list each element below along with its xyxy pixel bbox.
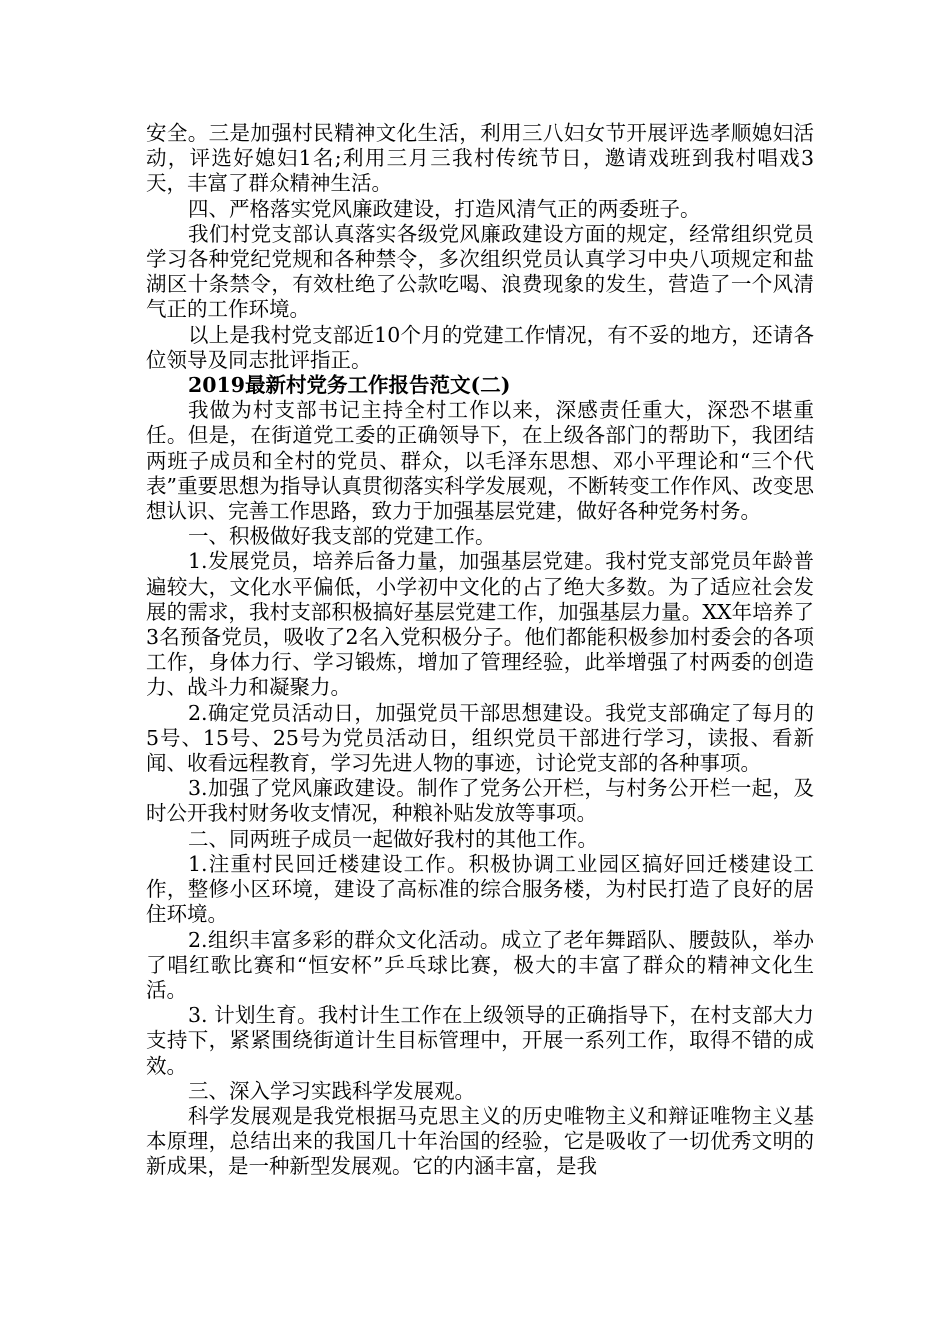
paragraph: 安全。三是加强村民精神文化生活，利用三八妇女节开展评选孝顺媳妇活动，评选好媳妇1名;利用三月三我村传统节日，邀请戏班到我村唱戏3天，丰富了群众精神生活。 [146, 121, 814, 196]
section-heading-three: 三、深入学习实践科学发展观。 [188, 1078, 475, 1103]
list-item: 2.组织丰富多彩的群众文化活动。成立了老年舞蹈队、腰鼓队，举办了唱红歌比赛和“恒安杯”乒乓球比赛，极大的丰富了群众的精神文化生活。 [146, 927, 814, 1002]
document-page [146, 121, 814, 1180]
paragraph: 我做为村支部书记主持全村工作以来，深感责任重大，深恐不堪重任。但是，在街道党工委的正确领导下，在上级各部门的帮助下，我团结两班子成员和全村的党员、群众，以毛泽东思想、邓小平理论和“三个代表”重要思想为指导认真贯彻落实科学发展观，不断转变工作作风、改变思想认识、完善工作思路，致力于加强基层党建，做好各种党务村务。 [146, 398, 814, 524]
list-item: 1.注重村民回迁楼建设工作。积极协调工业园区搞好回迁楼建设工作，整修小区环境，建设了高标准的综合服务楼，为村民打造了良好的居住环境。 [146, 851, 814, 927]
list-item: 3. 计划生育。我村计生工作在上级领导的正确指导下，在村支部大力支持下，紧紧围绕街道计生目标管理中，开展一系列工作，取得不错的成效。 [146, 1003, 814, 1078]
list-item: 1.发展党员，培养后备力量，加强基层党建。我村党支部党员年龄普遍较大，文化水平偏低，小学初中文化的占了绝大多数。为了适应社会发展的需求，我村支部积极搞好基层党建工作，加强基层力量。XX年培养了3名预备党员，吸收了2名入党积极分子。他们都能积极参加村委会的各项工作，身体力行、学习锻炼，增加了管理经验，此举增强了村两委的创造力、战斗力和凝聚力。 [146, 549, 814, 700]
paragraph: 我们村党支部认真落实各级党风廉政建设方面的规定，经常组织党员学习各种党纪党规和各种禁令，多次组织党员认真学习中央八项规定和盐湖区十条禁令，有效杜绝了公款吃喝、浪费现象的发生，营造了一个风清气正的工作环境。 [146, 221, 814, 322]
section-heading-four: 四、严格落实党风廉政建设，打造风清气正的两委班子。 [188, 196, 701, 221]
paragraph: 科学发展观是我党根据马克思主义的历史唯物主义和辩证唯物主义基本原理，总结出来的我国几十年治国的经验，它是吸收了一切优秀文明的新成果，是一种新型发展观。它的内涵丰富，是我 [146, 1103, 814, 1179]
section-heading-one: 一、积极做好我支部的党建工作。 [188, 524, 496, 549]
document-title: 2019最新村党务工作报告范文(二) [188, 373, 511, 398]
list-item: 2.确定党员活动日，加强党员干部思想建设。我党支部确定了每月的5号、15号、25号为党员活动日，组织党员干部进行学习，读报、看新闻、收看远程教育，学习先进人物的事迹，讨论党支部的各种事项。 [146, 700, 814, 776]
section-heading-two: 二、同两班子成员一起做好我村的其他工作。 [188, 826, 598, 851]
list-item: 3.加强了党风廉政建设。制作了党务公开栏，与村务公开栏一起，及时公开我村财务收支情况，种粮补贴发放等事项。 [146, 776, 814, 826]
paragraph: 以上是我村党支部近10个月的党建工作情况，有不妥的地方，还请各位领导及同志批评指正。 [146, 322, 814, 372]
